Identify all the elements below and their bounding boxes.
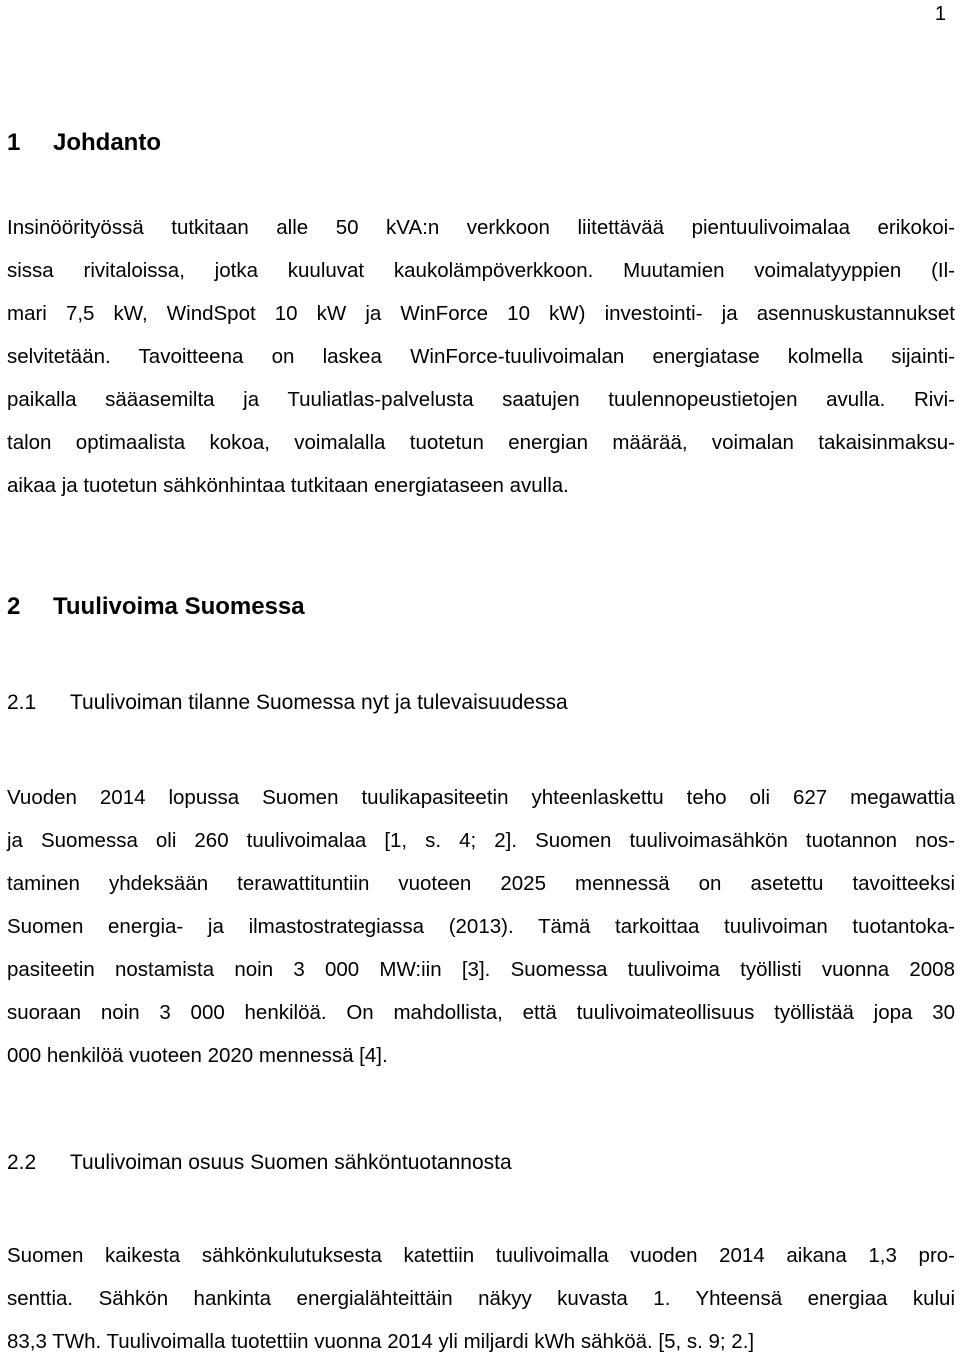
paragraph-line: Suomen energia- ja ilmastostrategiassa (2013). Tämä tarkoittaa tuulivoiman tuotantoka- [7,915,955,938]
paragraph-line: pasiteetin nostamista noin 3 000 MW:iin [3]. Suomessa tuulivoima työllisti vuonna 2008 [7,958,955,981]
paragraph-line: Suomen kaikesta sähkönkulutuksesta katettiin tuulivoimalla vuoden 2014 aikana 1,3 pro- [7,1244,955,1267]
paragraph-johdanto [7,206,955,507]
paragraph-line: selvitetään. Tavoitteena on laskea WinForce-tuulivoimalan energiatase kolmella sijainti- [7,345,955,368]
subsection-number: 2.1 [7,691,37,714]
page-number: 1 [934,3,946,25]
subsection-heading-2-2 [7,1149,512,1177]
paragraph-line: senttia. Sähkön hankinta energialähteittäin näkyy kuvasta 1. Yhteensä energiaa kului [7,1287,955,1310]
subsection-title: Tuulivoiman tilanne Suomessa nyt ja tulevaisuudessa [70,691,568,714]
paragraph-2-2 [7,1234,955,1363]
subsection-number: 2.2 [7,1151,37,1174]
paragraph-2-1 [7,776,955,1077]
section-title: Johdanto [53,129,161,156]
section-number: 2 [7,593,21,620]
paragraph-line: Insinöörityössä tutkitaan alle 50 kVA:n verkkoon liitettävää pientuulivoimalaa erikokoi- [7,216,955,239]
section-number: 1 [7,129,21,156]
paragraph-line: Vuoden 2014 lopussa Suomen tuulikapasiteetin yhteenlaskettu teho oli 627 megawattia [7,786,955,809]
subsection-heading-2-1 [7,689,568,717]
paragraph-line: sissa rivitaloissa, jotka kuuluvat kaukolämpöverkkoon. Muutamien voimalatyyppien (Il- [7,259,955,282]
section-title: Tuulivoima Suomessa [53,593,305,620]
paragraph-line: ja Suomessa oli 260 tuulivoimalaa [1, s. 4; 2]. Suomen tuulivoimasähkön tuotannon nos- [7,829,955,852]
subsection-title: Tuulivoiman osuus Suomen sähköntuotannosta [70,1151,512,1174]
section-heading-johdanto [7,128,161,158]
section-heading-tuulivoima [7,592,305,622]
paragraph-line: 83,3 TWh. Tuulivoimalla tuotettiin vuonna 2014 yli miljardi kWh sähköä. [5, s. 9; 2.] [7,1330,755,1353]
paragraph-line: suoraan noin 3 000 henkilöä. On mahdollista, että tuulivoimateollisuus työllistää jopa 30 [7,1001,955,1024]
paragraph-line: talon optimaalista kokoa, voimalalla tuotetun energian määrää, voimalan takaisinmaksu- [7,431,955,454]
paragraph-line: mari 7,5 kW, WindSpot 10 kW ja WinForce 10 kW) investointi- ja asennuskustannukset [7,302,955,325]
paragraph-line: taminen yhdeksään terawattituntiin vuoteen 2025 mennessä on asetettu tavoitteeksi [7,872,955,895]
paragraph-line: paikalla sääasemilta ja Tuuliatlas-palvelusta saatujen tuulennopeustietojen avulla. Rivi- [7,388,955,411]
paragraph-line: 000 henkilöä vuoteen 2020 mennessä [4]. [7,1044,388,1067]
paragraph-line: aikaa ja tuotetun sähkönhintaa tutkitaan energiataseen avulla. [7,474,569,497]
